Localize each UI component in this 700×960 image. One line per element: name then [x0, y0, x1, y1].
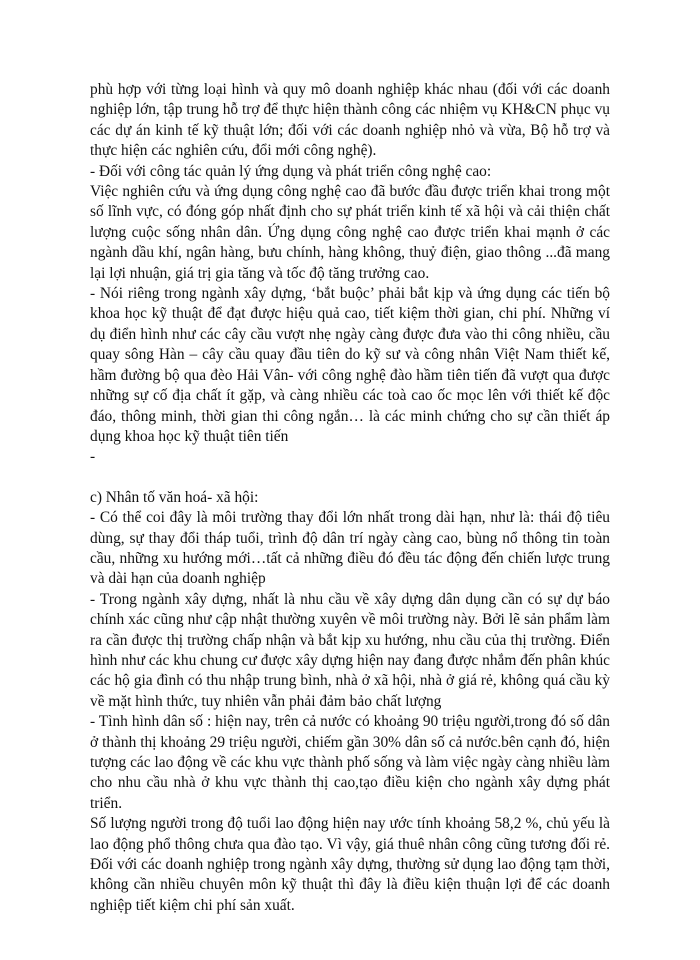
paragraph-population: - Tình hình dân số : hiện nay, trên cả nước có khoảng 90 triệu người,trong đó số dân ở thành thị khoảng 29 triệu người, chiếm gần 30% dân số cả nước.bên cạnh đó, hiện tượng các lao động về các khu vực thành phố sống và làm việc ngày càng nhiều làm cho nhu cầu nhà ở khu vực thành thị cao,tạo điều kiện cho ngành xây dựng phát triển. — [90, 713, 610, 812]
section-heading-culture: c) Nhân tố văn hoá- xã hội: — [90, 488, 259, 506]
paragraph-construction-tech: - Nói riêng trong ngành xây dựng, ‘bắt buộc’ phải bắt kịp và ứng dụng các tiến bộ khoa học kỹ thuật để đạt được hiệu quả cao, tiết kiệm thời gian, chi phí. Những ví dụ điển hình như các cây cầu vượt nhẹ ngày càng được đưa vào thi công nhiều, cầu quay sông Hàn – cây cầu quay đầu tiên do kỹ sư và công nhân Việt Nam thiết kế, hầm đường bộ qua đèo Hải Vân- với công nghệ đào hầm tiên tiến đã vượt qua được những sự cố địa chất ít gặp, và càng nhiều các toà cao ốc mọc lên với thiết kế độc đáo, thông minh, thời gian thi công ngắn… là các minh chứng cho sự cần thiết áp dụng khoa học kỹ thuật tiên tiến — [90, 285, 610, 445]
paragraph-tech-heading: - Đối với công tác quản lý ứng dụng và phát triển công nghệ cao: — [90, 162, 492, 180]
paragraph-construction-demand: - Trong ngành xây dựng, nhất là nhu cầu về xây dựng dân dụng cần có sự dự báo chính xác cũng như cập nhật thường xuyên về môi trường này. Bởi lẽ sản phẩm làm ra cần được thị trường chấp nhận và bắt kịp xu hướng, nhu cầu của thị trường. Điển hình như các khu chung cư được xây dựng hiện nay đang được nhắm đến phân khúc các hộ gia đình có thu nhập trung bình, nhà ở xã hội, nhà ở giá rẻ, không quá cầu kỳ về mặt hình thức, tuy nhiên vẫn phải đảm bảo chất lượng — [90, 590, 610, 710]
paragraph-tech-research: Việc nghiên cứu và ứng dụng công nghệ cao đã bước đầu được triển khai trong một số lĩnh vực, có đóng góp nhất định cho sự phát triển kinh tế xã hội và cải thiện chất lượng cuộc sống nhân dân. Ứng dụng công nghệ cao được triển khai mạnh ở các ngành dầu khí, ngân hàng, bưu chính, hàng không, thuỷ điện, giao thông ...đã mang lại lợi nhuận, giá trị gia tăng và tốc độ tăng trưởng cao. — [90, 183, 610, 282]
paragraph-gap — [90, 468, 610, 488]
paragraph-culture-env: - Có thể coi đây là môi trường thay đổi lớn nhất trong dài hạn, như là: thái độ tiêu dùng, sự thay đổi tháp tuổi, trình độ dân trí ngày càng cao, bùng nổ thông tin toàn cầu, những xu hướng mới…tất cả những điều đó đều tác động đến chiến lược trung và dài hạn của doanh nghiệp — [90, 509, 610, 588]
paragraph-labor: Số lượng người trong độ tuổi lao động hiện nay ước tính khoảng 58,2 %, chủ yếu là lao động phổ thông chưa qua đào tạo. Vì vậy, giá thuê nhân công cũng tương đối rẻ. Đối với các doanh nghiệp trong ngành xây dựng, thường sử dụng lao động tạm thời, không cần nhiều chuyên môn kỹ thuật thì đây là điều kiện thuận lợi để các doanh nghiệp tiết kiệm chi phí sản xuất. — [90, 815, 610, 914]
paragraph-dash: - — [90, 448, 96, 466]
document-page — [90, 80, 610, 916]
paragraph-intro: phù hợp với từng loại hình và quy mô doanh nghiệp khác nhau (đối với các doanh nghiệp lớn, tập trung hỗ trợ để thực hiện thành công các nhiệm vụ KH&CN phục vụ các dự án kinh tế kỹ thuật lớn; đối với các doanh nghiệp nhỏ và vừa, Bộ hỗ trợ và thực hiện các nghiên cứu, đổi mới công nghệ). — [90, 81, 610, 160]
